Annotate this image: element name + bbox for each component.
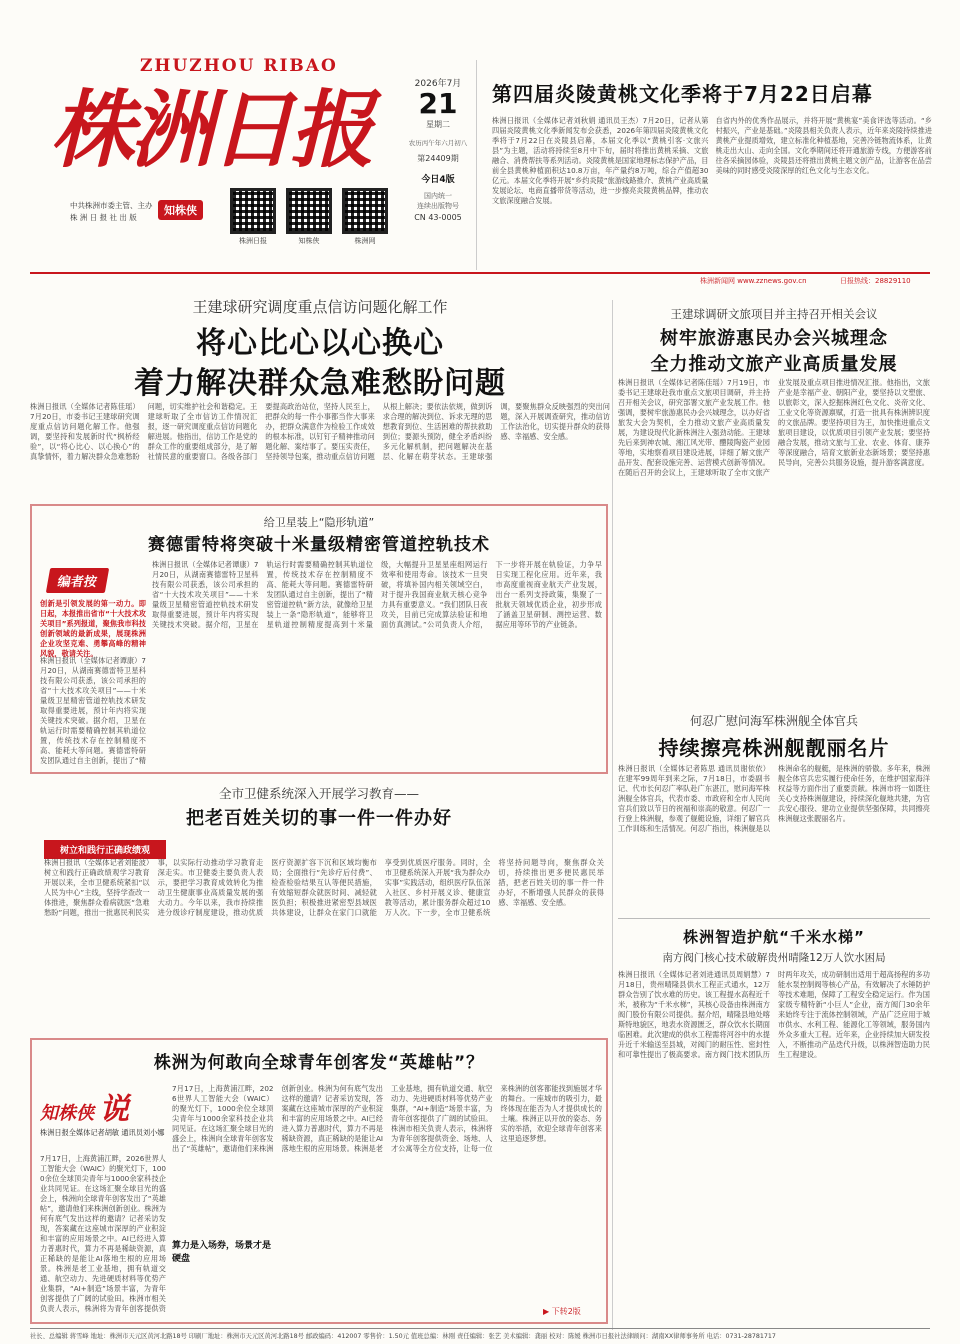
story-d-kicker: 何忍广慰问海军株洲舰全体官兵 [689, 714, 858, 728]
hotline: 日报热线：28829110 [840, 277, 911, 285]
continued-text: 下转2版 [551, 1307, 581, 1316]
top-story-right: 自省内外的优秀作品展示，并将开展“黄桃宴”美食评选等活动。“乡村振兴，产业是基础。”炎陵县相关负责人表示，近年来炎陵持续推进黄桃产业提质增效，建立标准化种植基地，完善冷链物流体系，让黄桃走出大山、走向全国。文化季期间还将开通旅游专线，方便游客前往各采摘园体验，炎陵县还将推出黄桃主题文创产品，让游客在品尝美味的同时感受炎陵深厚的红色文化与生态文化。 [715, 116, 932, 175]
app-badge[interactable]: 知株侠 [158, 200, 203, 220]
story-c-body: 株洲日报讯（全媒体记者谭康）7月20日，从湖南赛德雷特卫星科技有限公司获悉，该公司承担的省“十大技术攻关项目”——十米量级卫星精密管道控轨技术研发取得重要进展，预计年内将实现关键技术突破。据介绍，卫星在轨运行时需要精确控制其轨道位置，传统技术存在控制精度不高、能耗大等问题。赛德雷特研发团队通过自主创新，提出了“精密管道控轨”新方法，就像给卫星装上一条“隐形轨道”，能够将卫星轨道控制精度提高到十米量级，大幅提升卫星星座组网运行效率和使用寿命。该技术一旦突破，将填补国内相关领域空白，对于提升我国商业航天核心竞争力具有重要意义。“我们团队日夜攻关，目前已完成算法验证和地面仿真测试。”公司负责人介绍，下一步将开展在轨验证，力争早日实现工程化应用。近年来，我市高度重视商业航天产业发展，出台一系列支持政策，集聚了一批航天领域优质企业，初步形成了涵盖卫星研制、测控运营、数据应用等环节的产业链条。 [152, 560, 602, 629]
issue-no: 第24409期 [417, 154, 459, 163]
footer-imprint: 社长、总编辑 蒋雪峰 地址：株洲市天元区黄河北路18号 印刷厂地址：株洲市天元区黄河北路18号 邮政编码：412007 零售价：1.50元 值班总编：林刚 责任编辑：张艺 美术编辑：龚丽 校对：陈媛 株洲市日报社法律顾问：湖南XX律师事务所 电话：0731-28781717 [30, 1333, 776, 1340]
story-d-title: 持续擦亮株洲舰靓丽名片 [658, 736, 890, 760]
serial-label: 国内统一 [424, 192, 452, 200]
story-e-kicker: 全市卫健系统深入开展学习教育—— [218, 786, 419, 801]
qr-code-3[interactable] [342, 188, 388, 234]
story-d-body: 株洲日报讯（全媒体记者陈思 通讯员谢依依）在建军99周年到来之际，7月18日，市委副书记、代市长何忍广率队赴广东湛江，慰问海军株洲舰全体官兵，代表市委、市政府和全市人民向官兵们致以节日的祝福和崇高的敬意。何忍广一行登上株洲舰，参观了舰艇设施，详细了解官兵工作训练和生活情况。何忍广指出，株洲舰是以株洲命名的舰艇，是株洲的骄傲。多年来，株洲舰全体官兵忠实履行使命任务，在维护国家海洋权益等方面作出了重要贡献。株洲市将一如既往关心支持株洲舰建设，持续深化舰地共建，为官兵安心服役、建功立业提供坚强保障，共同擦亮株洲舰这张靓丽名片。 [618, 764, 930, 833]
qr-label-2: 知株侠 [298, 237, 320, 245]
masthead-publisher: 中共株洲市委主管、主办 [70, 201, 153, 210]
arrow-right-icon: ▶ [543, 1307, 550, 1316]
top-story-left: 株洲日报讯（全媒体记者刘秋娟 通讯员王杰）7月20日，记者从第四届炎陵黄桃文化季新闻发布会获悉，2026年第四届炎陵黄桃文化季将于7月22日在炎陵县启幕，本届文化季以“黄桃引客·文旅兴县”为主题，活动将持续至8月中下旬，届时将推出黄桃采摘、文旅融合、消费帮扶等系列活动。炎陵黄桃是国家地理标志保护产品，目前全县黄桃种植面积达10.8万亩，年产量约8万吨，综合产值超30亿元。本届文化季将开展“乡约炎陵”旅游线路推介、黄桃产业高质量发展论坛、电商直播带货等活动，进一步擦亮炎陵黄桃品牌，推动农文旅深度融合发展。 [492, 116, 709, 205]
date-lunar: 农历丙午年六月初八 [408, 139, 468, 147]
qr-code-1[interactable] [230, 188, 276, 234]
brand-say: 说 [99, 1092, 130, 1127]
story-c-body-lead: 株洲日报讯（全媒体记者谭康）7月20日，从湖南赛德雷特卫星科技有限公司获悉，该公司承担的省“十大技术攻关项目”——十米量级卫星精密管道控轨技术研发取得重要进展，预计年内将实现关键技术突破。据介绍，卫星在轨运行时需要精确控制其轨道位置，传统技术存在控制精度不高、能耗大等问题。赛德雷特研发团队通过自主创新，提出了“精 [40, 656, 146, 765]
right-column-divider [612, 300, 613, 1330]
story-g-subhead: 算力是入场券，场景才是硬盘 [172, 1236, 276, 1266]
website[interactable]: 株洲新闻网 www.zznews.gov.cn [700, 277, 807, 285]
story-g-brand [40, 1084, 170, 1127]
footer-rule [30, 1328, 930, 1329]
story-a-title-1: 将心比心以心换心 [196, 326, 444, 361]
editor-note-label: 编者按 [46, 568, 109, 593]
qr-label-1: 株洲日报 [239, 237, 267, 245]
qr-label-3: 株洲网 [354, 237, 376, 245]
story-g-body-lead: 7月17日，上海黄浦江畔，2026世界人工智能大会（WAIC）的聚光灯下，1000余位全球顶尖青年与1000余家科技企业共同见证。在这场汇聚全球目光的盛会上，株洲向全球青年创客发出了“英雄帖”，邀请他们来株洲创新创业。株洲为何有底气发出这样的邀请？记者采访发现，答案藏在这座城市深厚的产业积淀和丰富的应用场景之中。AI已经进入算力普惠时代，算力不再是稀缺资源，真正稀缺的是能让AI落地生根的应用场景。株洲是老工业基地，拥有轨道交通、航空动力、先进硬质材料等优势产业集群，“AI+制造”场景丰富，为青年创客提供了广阔的试验田。株洲市相关负责人表示，株洲将为青年创客提供资 [40, 1154, 166, 1313]
story-a-title-2: 着力解决群众急难愁盼问题 [134, 366, 506, 401]
masthead-red-rule [30, 272, 930, 274]
qr-code-2[interactable] [286, 188, 332, 234]
story-b-title-1: 树牢旅游惠民办会兴城理念 [660, 328, 888, 349]
brand-label: 知株侠 [40, 1103, 94, 1124]
story-c-kicker: 给卫星装上“隐形轨道” [263, 516, 375, 529]
cn-code: CN 43-0005 [414, 213, 462, 222]
story-e-body: 株洲日报讯（全媒体记者刘能波）树立和践行正确政绩观学习教育开展以来，全市卫健系统紧扣“以人民为中心”主线，坚持学查改一体推进，聚焦群众看病就医“急难愁盼”问题，推出一批惠民利民实事，以实际行动推动学习教育走深走实。市卫健委主要负责人表示，要把学习教育成效转化为推动卫生健康事业高质量发展的强大动力。今年以来，我市持续推进分级诊疗制度建设，推动优质医疗资源扩容下沉和区域均衡布局；全面推行“先诊疗后付费”、检查检验结果互认等便民措施，有效缩短群众就医时间、减轻就医负担；积极推进紧密型县域医共体建设，让群众在家门口就能享受到优质医疗服务。同时，全市卫健系统深入开展“我为群众办实事”实践活动，组织医疗队伍深入社区、乡村开展义诊、健康宣教等活动，累计服务群众超过10万人次。下一步，全市卫健系统将坚持问题导向，聚焦群众关切，持续推出更多便民惠民举措，把老百姓关切的事一件一件办好，不断增强人民群众的获得感、幸福感、安全感。 [44, 858, 604, 917]
story-f-title: 南方阀门核心技术破解贵州晴隆12万人饮水困局 [662, 952, 886, 964]
story-f-rule [618, 918, 930, 919]
editor-note-text: 创新是引领发展的第一动力。即日起，本报推出省市“十大技术攻关项目”系列报道，聚焦我市科技创新领域的最新成果，展现株洲企业攻坚克难、勇攀高峰的精神风貌，敬请关注。 [40, 599, 146, 658]
continued-link[interactable] [540, 1306, 584, 1317]
story-a-body: 株洲日报讯（全媒体记者陈佳瑶）7月20日，市委书记王建球研究调度重点信访问题化解工作。他强调，要坚持和发展新时代“枫桥经验”，以“将心比心、以心换心”的真挚情怀，着力解决群众急难愁盼问题，切实维护社会和谐稳定。王建球听取了全市信访工作情况汇报，逐一研究调度重点信访问题化解进展。他指出，信访工作是党的群众工作的重要组成部分，是了解社情民意的重要窗口。各级各部门要提高政治站位，坚持人民至上，把群众的每一件小事都当作大事来办，把群众满意作为检验工作成效的根本标准，以钉钉子精神推动问题化解、案结事了。要压实责任，坚持领导包案，推动重点信访问题从根上解决；要依法依规，做到诉求合理的解决到位、诉求无理的思想教育到位、生活困难的帮扶救助到位；要源头预防，健全矛盾纠纷多元化解机制，把问题解决在基层、化解在萌芽状态。王建球强调，要聚焦群众反映强烈的突出问题，深入开展调查研究，推动信访工作法治化，切实提升群众的获得感、幸福感、安全感。 [30, 402, 610, 461]
story-g-byline: 株洲日报全媒体记者胡敏 通讯员刘小娜 [40, 1128, 165, 1137]
story-g-body: 7月17日，上海黄浦江畔，2026世界人工智能大会（WAIC）的聚光灯下，1000余位全球顶尖青年与1000余家科技企业共同见证。在这场汇聚全球目光的盛会上，株洲向全球青年创客发出了“英雄帖”，邀请他们来株洲创新创业。株洲为何有底气发出这样的邀请？记者采访发现，答案藏在这座城市深厚的产业积淀和丰富的应用场景之中。AI已经进入算力普惠时代，算力不再是稀缺资源，真正稀缺的是能让AI落地生根的应用场景。株洲是老工业基地，拥有轨道交通、航空动力、先进硬质材料等优势产业集群，“AI+制造”场景丰富，为青年创客提供了广阔的试验田。株洲市相关负责人表示，株洲将为青年创客提供资金、场地、人才公寓等全方位支持，让每一位来株洲的创客都能找到施展才华的舞台。一座城市的吸引力，最终体现在能否为人才提供成长的土壤。株洲正以开放的姿态、务实的举措，欢迎全球青年创客来这里追逐梦想。 [172, 1084, 602, 1153]
date-year-month: 2026年7月 [414, 79, 462, 89]
story-f-kicker: 株洲智造护航“千米水梯” [683, 928, 865, 946]
masthead-cn-name: 株洲日报 [50, 80, 371, 179]
story-c-title: 赛德雷特将突破十米量级精密管道控轨技术 [148, 535, 490, 555]
story-b-title-2: 全力推动文旅产业高质量发展 [650, 354, 898, 375]
story-a-kicker: 王建球研究调度重点信访问题化解工作 [192, 298, 448, 316]
masthead-en-name: ZHUZHOU RIBAO [140, 56, 338, 76]
story-e-title: 把老百姓关切的事一件一件办好 [186, 808, 452, 829]
serial-label-2: 连续出版物号 [417, 202, 459, 210]
date-weekday: 星期二 [426, 120, 450, 129]
date-block [398, 76, 478, 256]
pages-count: 今日4版 [421, 175, 455, 185]
story-b-body: 株洲日报讯（全媒体记者陈佳瑶）7月19日，市委书记王建球赴我市重点文旅项目调研，并主持召开相关会议，研究部署文旅产业发展工作。他强调，要树牢旅游惠民办会兴城理念，以办好省旅发大会为契机，全力推动文旅产业高质量发展，为建设现代化新株洲注入强劲动能。王建球先后来到神农城、湘江风光带、醴陵陶瓷产业园等地，实地察看项目建设进展，详细了解文旅产品开发、配套设施完善、运营模式创新等情况。在随后召开的会议上，王建球听取了全市文旅产业发展及重点项目推进情况汇报。他指出，文旅产业是幸福产业、朝阳产业，要坚持以文塑旅、以旅彰文，深入挖掘株洲红色文化、炎帝文化、工业文化等资源禀赋，打造一批具有株洲辨识度的文旅品牌。要坚持项目为王，加快推进重点文旅项目建设，以优质项目引领产业发展；要坚持融合发展，推动文旅与工业、农业、体育、康养等深度融合，培育文旅新业态新场景；要坚持惠民导向，完善公共服务设施，提升游客满意度。 [618, 378, 930, 477]
story-b-kicker: 王建球调研文旅项目并主持召开相关会议 [670, 307, 878, 321]
masthead-divider [476, 60, 477, 270]
story-g-title: 株洲为何敢向全球青年创客发“英雄帖”？ [153, 1053, 485, 1073]
top-story-body [492, 116, 932, 266]
top-headline: 第四届炎陵黄桃文化季将于7月22日启幕 [492, 82, 873, 106]
story-e-column-label: 树立和践行正确政绩观 [44, 840, 166, 859]
masthead-publisher-2: 株 洲 日 报 社 出 版 [70, 213, 137, 222]
date-day: 21 [418, 87, 458, 120]
story-f-body: 株洲日报讯（全媒体记者刘进通讯员周娟慧）7月18日，贵州晴隆县供水工程正式通水，12万群众告别了饮水难的历史。该工程提水高程近千米，被称为“千米水梯”，其核心设备由株洲南方阀门股份有限公司提供。据介绍，晴隆县地处喀斯特地貌区，地表水资源匮乏，群众饮水长期面临困难。此次建成的供水工程需将河谷中的水提升近千米输送至县城，对阀门的耐压性、密封性和可靠性提出了极高要求。南方阀门技术团队历时两年攻关，成功研制出适用于超高扬程的多功能水泵控制阀等核心产品，有效解决了水锤防护等技术难题，保障了工程安全稳定运行。作为国家级专精特新“小巨人”企业，南方阀门30余年来始终专注于流体控制领域，产品广泛应用于城市供水、水利工程、能源化工等领域，服务国内外众多重大工程。近年来，企业持续加大研发投入，不断推动产品迭代升级，以株洲智造助力民生工程建设。 [618, 970, 930, 1059]
